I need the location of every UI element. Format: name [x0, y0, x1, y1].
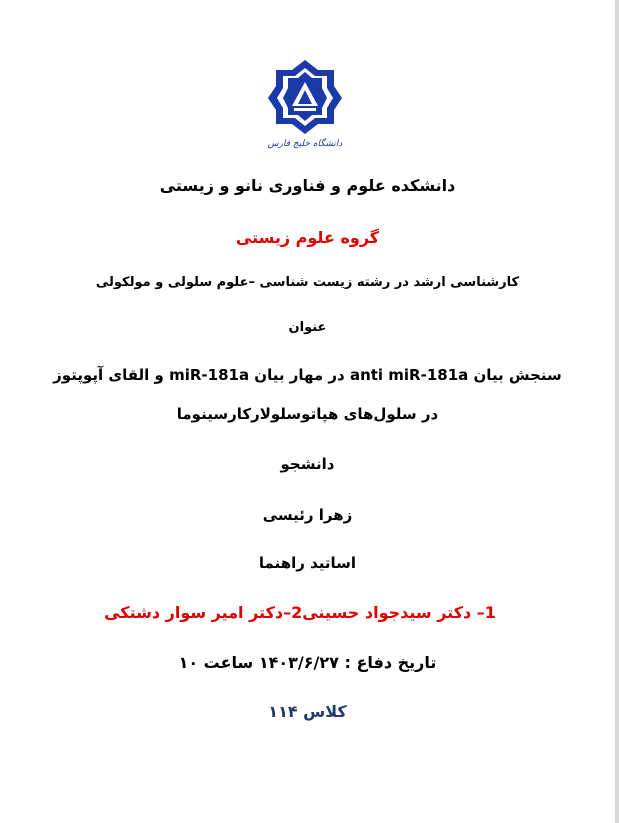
defense-date: تاریخ دفاع : ۱۴۰۳/۶/۲۷ ساعت ۱۰ [178, 653, 437, 672]
advisors-names: 1– دکتر سیدجواد حسینی2–دکتر امیر سوار دشتکی [104, 603, 496, 622]
university-logo [266, 58, 344, 154]
thesis-title-line-2: در سلول‌های هپاتوسلولارکارسینوما [176, 405, 439, 423]
logo-caption: دانشگاه خلیج فارس [267, 139, 343, 149]
advisors-label: اساتید راهنما [258, 554, 357, 572]
student-label: دانشجو [280, 455, 335, 473]
thesis-title-label: عنوان [288, 320, 327, 335]
thesis-title-line-1: سنجش بیان anti miR-181a در مهار بیان miR-181a و القای آپوپتوز [53, 366, 562, 384]
faculty-name: دانشکده علوم و فناوری نانو و زیستی [159, 176, 456, 195]
department-name: گروه علوم زیستی [235, 228, 380, 247]
defense-room: کلاس ۱۱۴ [268, 702, 347, 721]
degree-program: کارشناسی ارشد در رشته زیست شناسی –علوم سلولی و مولکولی [95, 275, 520, 290]
student-name: زهرا رئیسی [262, 506, 353, 524]
page-edge [615, 0, 619, 823]
